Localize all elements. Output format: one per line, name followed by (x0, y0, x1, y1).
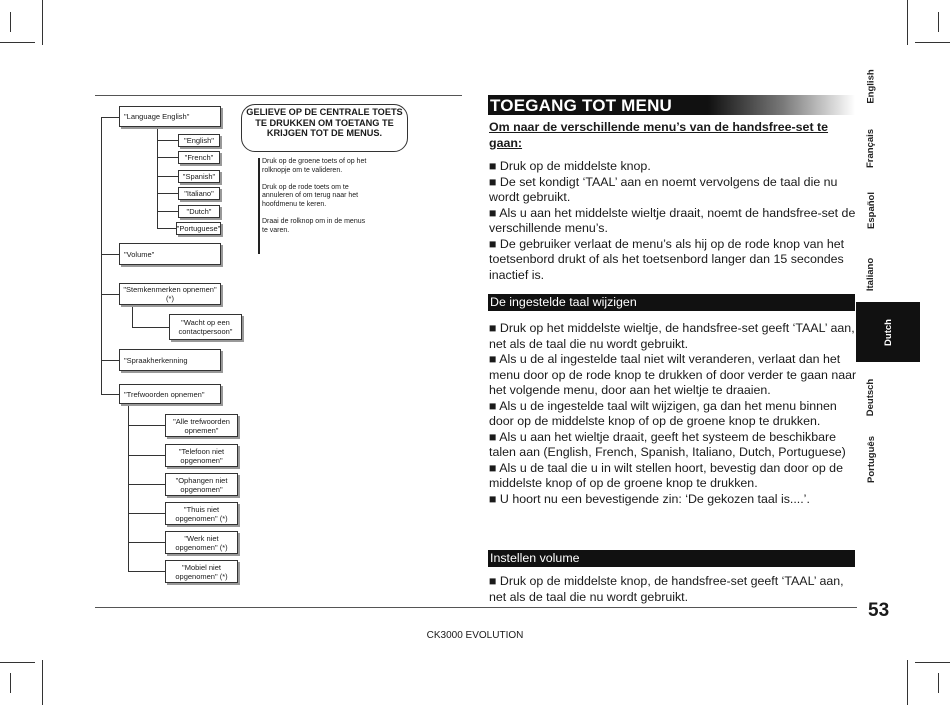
tree-line (157, 140, 178, 141)
tab-portugues[interactable] (866, 430, 876, 488)
bullet: ■ Als u aan het middelste wieltje draait, noemt de handsfree-set de verschillende menu’s. (489, 205, 856, 235)
menu-node-spanish: "Spanish" (178, 170, 220, 183)
footer-model: CK3000 EVOLUTION (426, 630, 524, 641)
crop-mark (907, 660, 908, 705)
tree-line (157, 126, 158, 229)
menu-node-portuguese: "Portuguese" (176, 224, 221, 233)
bullet: ■ Als u de ingestelde taal wilt wijzigen, ga dan het menu binnen door op de middelste knop of op de groene knop te drukken. (489, 398, 837, 428)
tab-label: Français (865, 128, 877, 168)
tree-line (128, 455, 165, 456)
top-rule-left (95, 95, 462, 96)
section-heading-language: De ingestelde taal wijzigen (488, 294, 855, 311)
crop-mark (42, 660, 43, 705)
tab-label: Dutch (882, 318, 894, 346)
crop-mark (907, 0, 908, 45)
tree-line (101, 294, 119, 295)
menu-node-dutch: "Dutch" (178, 205, 220, 218)
crop-mark (915, 662, 950, 663)
tab-english[interactable] (866, 62, 876, 110)
bullet: ■ Als u de al ingestelde taal niet wilt veranderen, verlaat dan het menu door op de rode knop te drukken of door verder te gaan naar het volgende menu, door aan het wieltje te draaien. (489, 352, 857, 397)
tab-italiano[interactable] (866, 250, 876, 298)
tab-label: Español (865, 191, 877, 229)
menu-node-voice-tag: "Stemkenmerken opnemen" (*) (119, 283, 221, 305)
crop-mark (10, 673, 11, 693)
bullet: ■ Druk op de middelste knop. (489, 159, 651, 173)
bullet: ■ De gebruiker verlaat de menu’s als hij op de rode knop van het toetsenbord drukt of als het toetsenbord langer dan 15 secondes inactief is. (489, 236, 845, 282)
tree-line (128, 542, 165, 543)
tree-line (157, 157, 178, 158)
notice-callout: GELIEVE OP DE CENTRALE TOETS TE DRUKKEN OM TOETANG TE KRIJGEN TOT DE MENUS. (241, 104, 408, 152)
tree-line (128, 425, 165, 426)
tree-line (101, 360, 119, 361)
tab-label: Português (865, 435, 877, 483)
tab-espanol[interactable] (866, 185, 876, 235)
tab-dutch[interactable] (856, 302, 920, 362)
tab-deutsch[interactable] (866, 372, 876, 422)
tree-line (101, 117, 102, 394)
note-cancel: Druk op de rode toets om te annuleren of om terug naar het hoofdmenu te keren. (262, 183, 359, 209)
tab-francais[interactable] (866, 122, 876, 174)
tree-line (157, 193, 178, 194)
language-paragraphs (489, 321, 859, 507)
bullet: ■ De set kondigt ‘TAAL’ aan en noemt vervolgens de taal die nu wordt gebruikt. (489, 174, 838, 204)
note-validate: Druk op de groene toets of op het rolknopje om te valideren. (262, 158, 367, 174)
crop-mark (0, 42, 35, 43)
notes-bar (258, 158, 260, 254)
page-number: 53 (868, 600, 890, 621)
tree-line (128, 484, 165, 485)
tree-line (101, 117, 119, 118)
crop-mark (0, 662, 35, 663)
bullet: ■ Als u aan het wieltje draait, geeft het systeem de beschikbare talen aan (English, French, Spanish, Italiano, Dutch, Portuguese) (489, 429, 846, 459)
menu-node-keyword-all: "Alle trefwoorden opnemen" (165, 414, 238, 437)
notes-text (262, 158, 368, 244)
bullet: ■ Druk op het middelste wieltje, de handsfree-set geeft ‘TAAL’ aan, net als de taal die nu wordt gebruikt. (489, 321, 855, 351)
menu-node-keyword-work: "Werk niet opgenomen" (*) (165, 531, 238, 554)
crop-mark (10, 12, 11, 32)
menu-node-keyword-home: "Thuis niet opgenomen" (*) (165, 502, 238, 525)
menu-node-speech-recognition: "Spraakherkenning (119, 349, 221, 371)
menu-node-wait-contact: "Wacht op een contactpersoon" (169, 314, 242, 340)
intro-paragraphs (489, 159, 859, 283)
tree-line (128, 404, 129, 571)
crop-mark (938, 12, 939, 32)
menu-node-english: "English" (178, 134, 220, 147)
bottom-rule (95, 607, 857, 608)
bullet: ■ U hoort nu een bevestigende zin: ‘De gekozen taal is....’. (489, 491, 810, 506)
tree-line (157, 211, 178, 212)
bullet: ■ Als u de taal die u in wilt stellen hoort, bevestig dan door op de middelste knop of op de groene knop te drukken. (489, 460, 843, 490)
tree-line (157, 176, 178, 177)
tab-label: English (865, 68, 877, 104)
menu-node-keyword-hangup: "Ophangen niet opgenomen" (165, 473, 238, 496)
tab-label: Deutsch (865, 378, 877, 416)
bullet: ■ Druk op de middelste knop, de handsfree-set geeft ‘TAAL’ aan, net als de taal die nu wordt gebruikt. (489, 574, 844, 604)
tree-line (101, 394, 119, 395)
tree-line (128, 513, 165, 514)
menu-node-french: "French" (178, 151, 220, 164)
crop-mark (42, 0, 43, 45)
tree-line (132, 305, 133, 328)
tree-line (157, 228, 178, 229)
tree-line (132, 327, 169, 328)
crop-mark (915, 42, 950, 43)
tree-line (128, 571, 165, 572)
subtitle: Om naar de verschillende menu’s van de handsfree-set te gaan: (489, 120, 829, 150)
tab-label: Italiano (865, 257, 877, 291)
tree-line (101, 254, 119, 255)
section-heading-volume: Instellen volume (488, 550, 855, 567)
menu-node-language: "Language English" (119, 106, 221, 127)
menu-node-keyword-phone: "Telefoon niet opgenomen" (165, 444, 238, 467)
page-title: TOEGANG TOT MENU (490, 96, 673, 115)
note-scroll: Draai de rolknop om in de menus te varen. (262, 217, 366, 234)
volume-paragraphs (489, 574, 859, 605)
menu-node-keyword-mobile: "Mobiel niet opgenomen" (*) (165, 560, 238, 583)
menu-node-volume: "Volume" (119, 243, 221, 265)
crop-mark (938, 673, 939, 693)
menu-node-italiano: "Italiano" (178, 187, 220, 200)
menu-node-record-keywords: "Trefwoorden opnemen" (119, 384, 221, 404)
